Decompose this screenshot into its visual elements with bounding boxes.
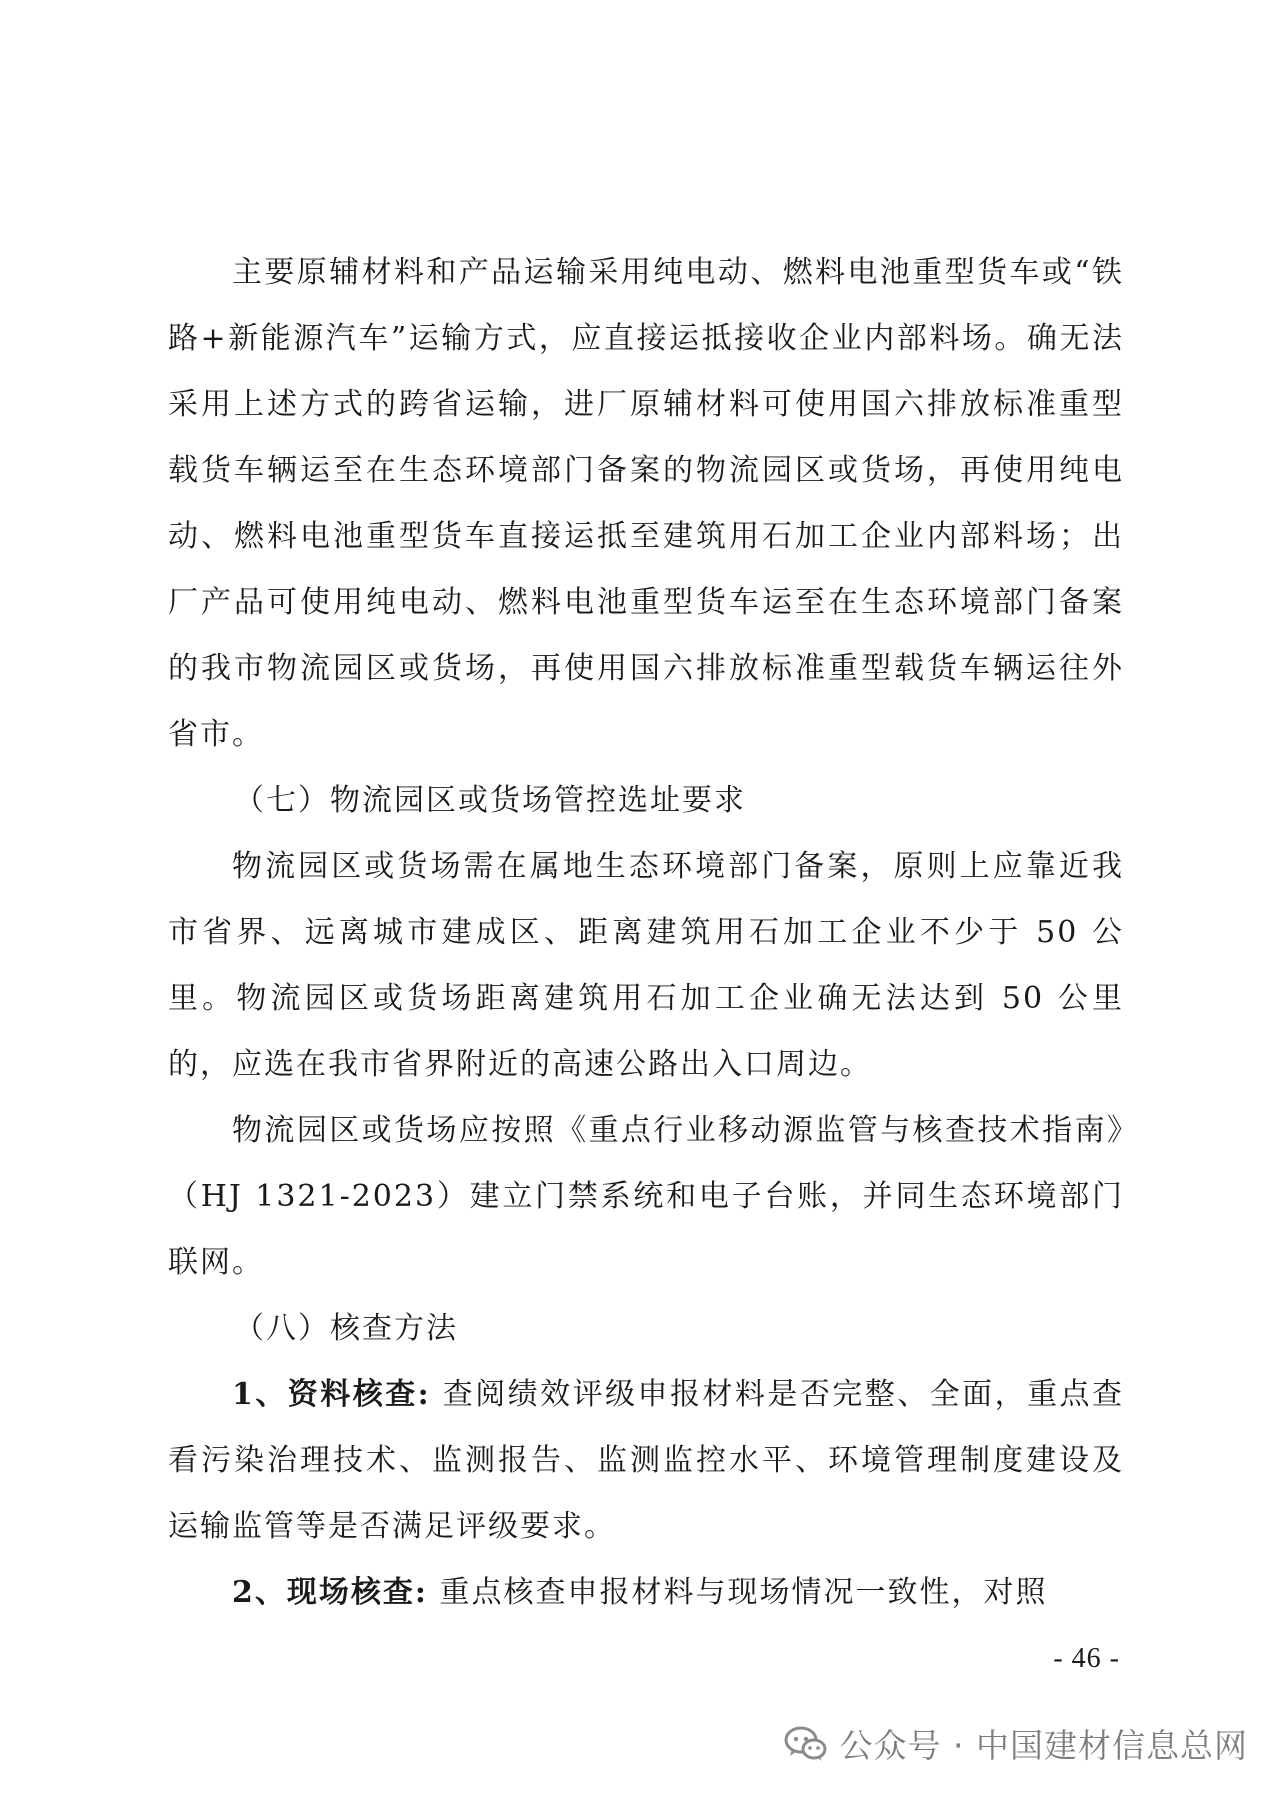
document-body [168,240,1124,1626]
site-check-lead: 2、现场核查: [232,1575,428,1610]
section-heading-7: （七）物流园区或货场管控选址要求 [234,783,746,818]
page-number: - 46 - [1053,1643,1120,1674]
paragraph-transport: 主要原辅材料和产品运输采用纯电动、燃料电池重型货车或“铁路+新能源汽车”运输方式，应直接运抵接收企业内部料场。确无法采用上述方式的跨省运输，进厂原辅材料可使用国六排放标准重型载货车辆运至在生态环境部门备案的物流园区或货场，再使用纯电动、燃料电池重型货车直接运抵至建筑用石加工企业内部料场；出厂产品可使用纯电动、燃料电池重型货车运至在生态环境部门备案的我市物流园区或货场，再使用国六排放标准重型载货车辆运往外省市。 [168,255,1124,752]
paragraph-site-selection: 物流园区或货场需在属地生态环境部门备案，原则上应靠近我市省界、远离城市建成区、距离建筑用石加工企业不少于 50 公里。物流园区或货场距离建筑用石加工企业确无法达到 50 公里的，应选在我市省界附近的高速公路出入口周边。 [168,849,1124,1082]
paragraph-site-check [168,1560,1124,1626]
paragraph-access-control: 物流园区或货场应按照《重点行业移动源监管与核查技术指南》（HJ 1321-2023）建立门禁系统和电子台账，并同生态环境部门联网。 [168,1113,1124,1280]
watermark-text: 公众号 · 中国建材信息总网 [839,1726,1248,1765]
watermark [784,1720,1248,1767]
document-check-text: 查阅绩效评级申报材料是否完整、全面，重点查看污染治理技术、监测报告、监测监控水平、环境管理制度建设及运输监管等是否满足评级要求。 [168,1377,1124,1544]
wechat-icon [784,1725,828,1763]
document-check-lead: 1、资料核查: [232,1377,431,1412]
section-heading-8: （八）核查方法 [234,1311,458,1346]
site-check-text: 重点核查申报材料与现场情况一致性，对照 [427,1575,1048,1610]
paragraph-document-check [168,1362,1124,1560]
